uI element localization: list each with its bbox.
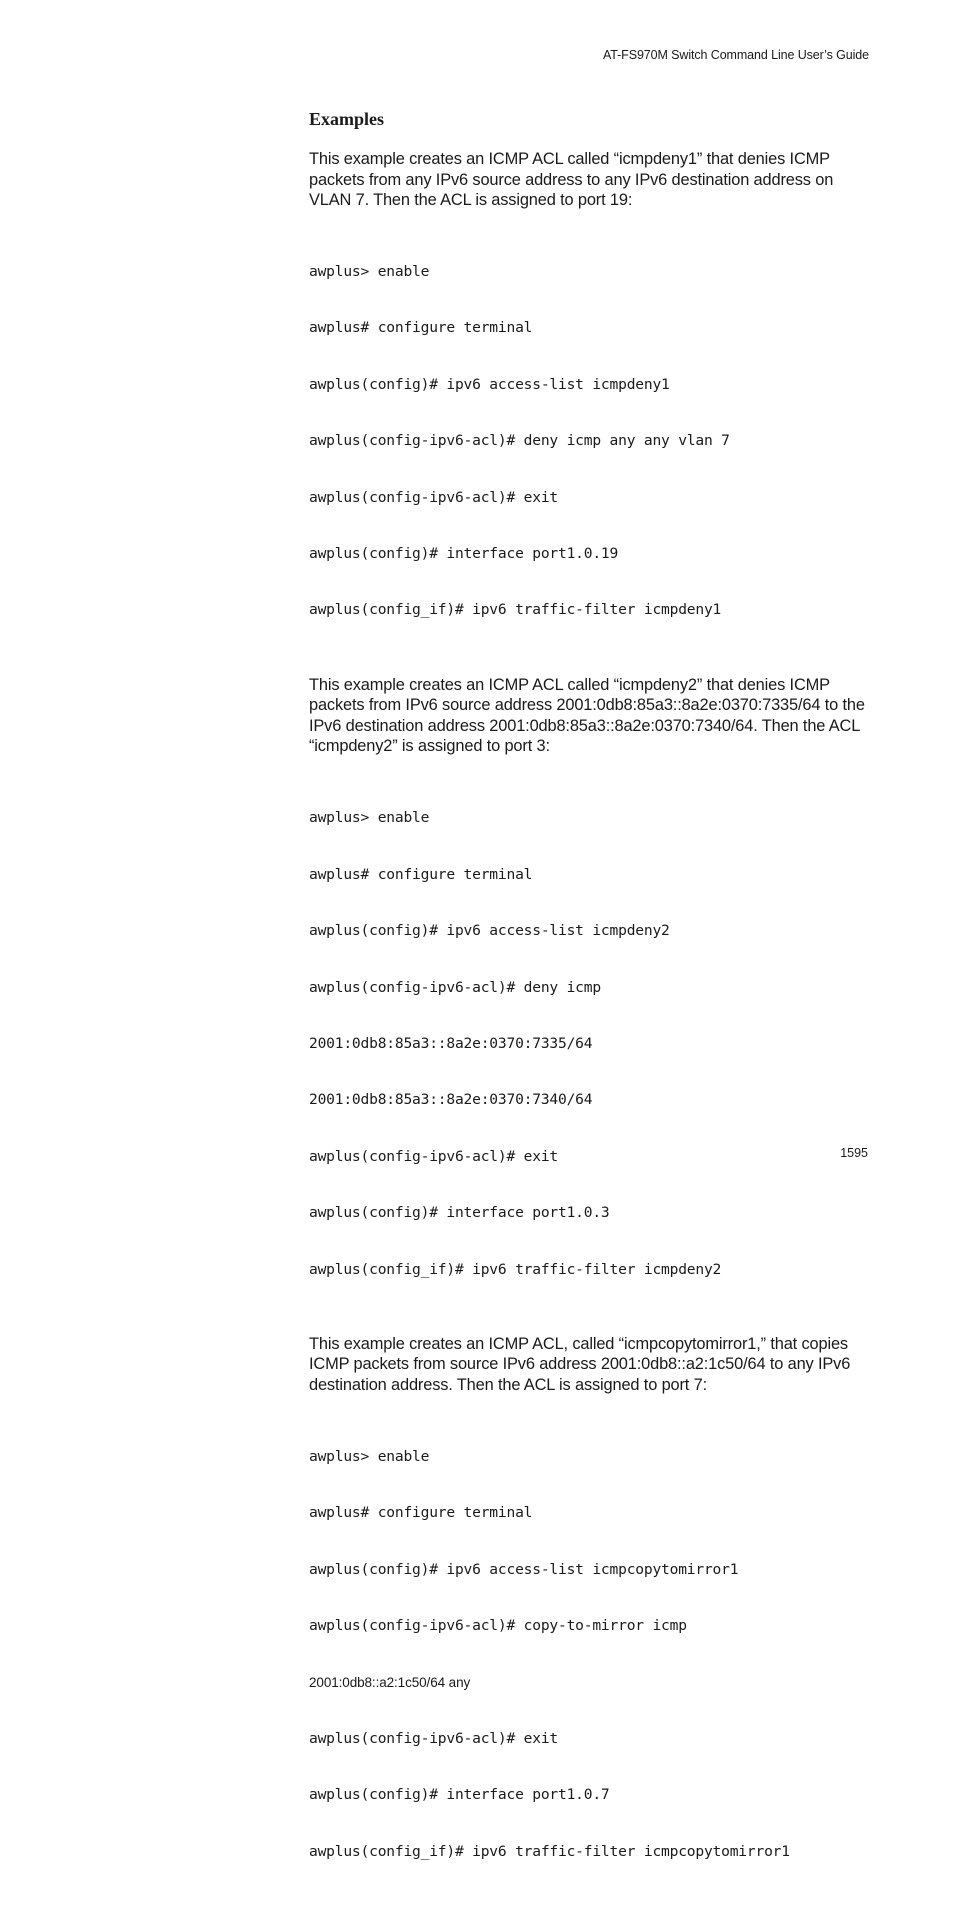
code-line: awplus> enable: [309, 1448, 430, 1466]
code-line: awplus(config-ipv6-acl)# copy-to-mirror icmp: [309, 1617, 687, 1635]
page-number: 1595: [840, 1146, 868, 1160]
code-line: awplus(config)# interface port1.0.7: [309, 1786, 610, 1804]
example-1-code-block: [309, 226, 874, 658]
code-line: awplus(config)# ipv6 access-list icmpcopytomirror1: [309, 1560, 739, 1578]
code-line: awplus(config-ipv6-acl)# deny icmp: [309, 978, 601, 996]
code-line: 2001:0db8::a2:1c50/64 any: [309, 1674, 471, 1690]
example-3-description: This example creates an ICMP ACL, called “icmpcopytomirror1,” that copies ICMP packets from source IPv6 address 2001:0db8::a2:1c50/64 to any IPv6 destination address. Then the ACL is assigned to port 7:: [309, 1334, 851, 1394]
code-line: awplus(config-ipv6-acl)# exit: [309, 1147, 558, 1165]
code-line: awplus(config-ipv6-acl)# deny icmp any any vlan 7: [309, 432, 730, 450]
code-line: awplus(config_if)# ipv6 traffic-filter icmpcopytomirror1: [309, 1842, 790, 1860]
code-line: awplus(config)# interface port1.0.3: [309, 1204, 610, 1222]
code-line: awplus# configure terminal: [309, 319, 533, 337]
code-line: awplus(config-ipv6-acl)# exit: [309, 488, 558, 506]
code-line: awplus> enable: [309, 263, 430, 281]
code-line: awplus# configure terminal: [309, 865, 533, 883]
code-line: awplus(config)# ipv6 access-list icmpdeny1: [309, 375, 670, 393]
code-line: awplus(config-ipv6-acl)# exit: [309, 1729, 558, 1747]
code-line: awplus(config)# interface port1.0.19: [309, 545, 619, 563]
example-3-code-block: [309, 1410, 874, 1899]
running-header: AT-FS970M Switch Command Line User’s Guide: [602, 48, 869, 62]
example-2-code-block: [309, 772, 874, 1317]
section-heading: Examples: [309, 109, 385, 129]
example-2-description: This example creates an ICMP ACL called “icmpdeny2” that denies ICMP packets from IPv6 source address 2001:0db8:85a3::8a2e:0370:7335/64 to the IPv6 destination address 2001:0db8:85a3::8a2e:0370:7340/64. Then the ACL “icmpdeny2” is assigned to port 3:: [309, 675, 865, 756]
code-line: awplus> enable: [309, 809, 430, 827]
code-line: awplus(config_if)# ipv6 traffic-filter icmpdeny2: [309, 1260, 722, 1278]
code-line: awplus(config_if)# ipv6 traffic-filter icmpdeny1: [309, 601, 722, 619]
code-line: awplus# configure terminal: [309, 1504, 533, 1522]
example-1-description: This example creates an ICMP ACL called “icmpdeny1” that denies ICMP packets from any IPv6 source address to any IPv6 destination address on VLAN 7. Then the ACL is assigned to port 19:: [309, 150, 834, 209]
code-line: awplus(config)# ipv6 access-list icmpdeny2: [309, 922, 670, 940]
code-line: 2001:0db8:85a3::8a2e:0370:7340/64: [309, 1091, 593, 1109]
page-body: [309, 107, 874, 1916]
code-line: 2001:0db8:85a3::8a2e:0370:7335/64: [309, 1034, 593, 1052]
